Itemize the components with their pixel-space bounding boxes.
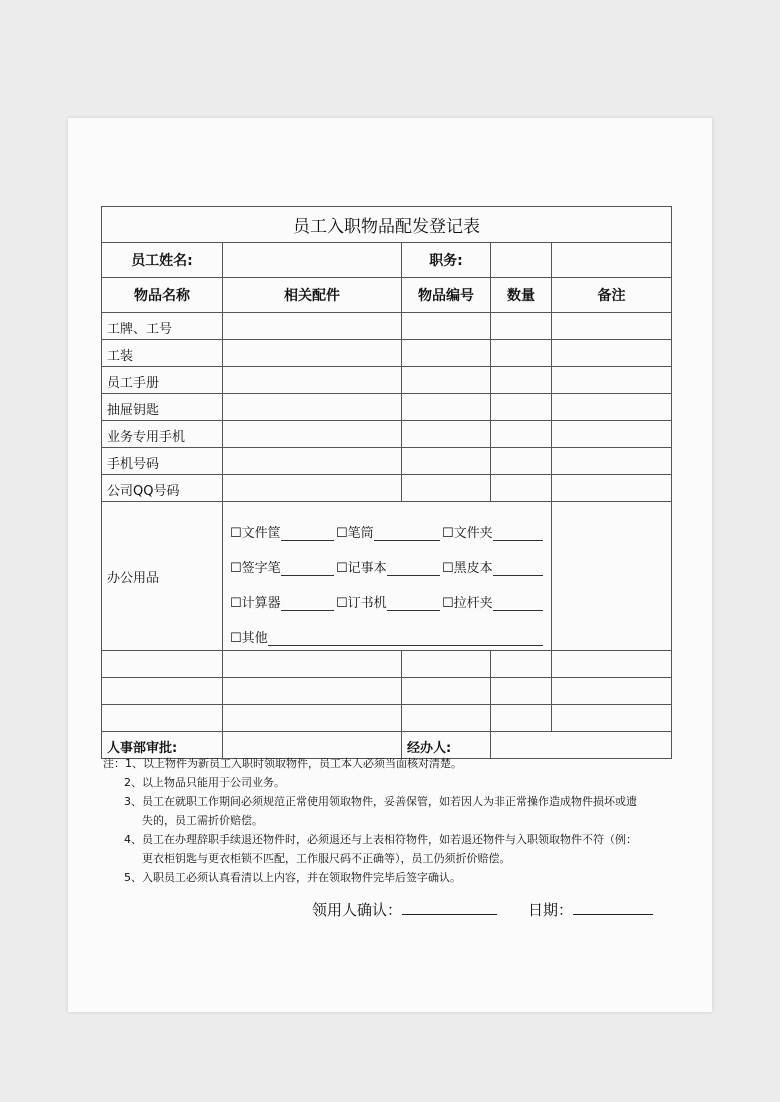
item-cell[interactable] <box>223 475 402 502</box>
fill-line[interactable] <box>493 596 543 611</box>
blank-cell[interactable] <box>223 678 402 705</box>
fill-line[interactable] <box>374 526 440 541</box>
item-cell[interactable] <box>491 448 552 475</box>
checkbox-icon[interactable]: ☐ <box>336 526 348 541</box>
item-cell[interactable] <box>552 475 672 502</box>
fill-line[interactable] <box>281 596 334 611</box>
date-line[interactable] <box>573 897 653 915</box>
blank-cell[interactable] <box>223 651 402 678</box>
hr-approval-label: 人事部审批: <box>102 732 223 759</box>
header-item-name: 物品名称 <box>102 278 223 313</box>
item-cell[interactable] <box>552 421 672 448</box>
office-option[interactable] <box>442 592 545 611</box>
date-signature <box>528 897 653 920</box>
checkbox-icon[interactable]: ☐ <box>230 631 242 646</box>
item-cell[interactable] <box>402 394 491 421</box>
receiver-label: 领用人确认： <box>312 901 403 919</box>
form-title: 员工入职物品配发登记表 <box>102 207 672 243</box>
header-remarks: 备注 <box>552 278 672 313</box>
position-field[interactable] <box>491 243 552 278</box>
item-cell[interactable] <box>491 313 552 340</box>
office-option[interactable] <box>442 522 545 541</box>
item-cell[interactable] <box>552 340 672 367</box>
item-cell[interactable] <box>491 475 552 502</box>
header-item-number: 物品编号 <box>402 278 491 313</box>
item-row <box>102 313 672 340</box>
office-option[interactable] <box>442 557 545 576</box>
blank-cell[interactable] <box>102 678 223 705</box>
item-cell[interactable] <box>552 367 672 394</box>
options-row <box>230 506 545 541</box>
blank-cell[interactable] <box>552 651 672 678</box>
item-cell[interactable] <box>552 313 672 340</box>
item-cell[interactable] <box>223 421 402 448</box>
note-2: 2、以上物品只能用于公司业务。 <box>124 776 285 789</box>
fill-line[interactable] <box>493 526 543 541</box>
item-cell[interactable] <box>402 367 491 394</box>
fill-line[interactable] <box>281 526 334 541</box>
options-row <box>230 541 545 576</box>
fill-line[interactable] <box>281 561 334 576</box>
fill-line[interactable] <box>387 561 440 576</box>
blank-cell[interactable] <box>102 651 223 678</box>
item-cell[interactable] <box>402 421 491 448</box>
note-3: 3、员工在就职工作期间必须规范正常使用领取物件，妥善保管，如若因人为非正常操作造成物件损坏或遗 <box>124 795 637 808</box>
office-supplies-label: 办公用品 <box>102 502 223 651</box>
header-accessories: 相关配件 <box>223 278 402 313</box>
item-cell[interactable] <box>552 448 672 475</box>
option-label: 订书机 <box>347 596 387 611</box>
option-label: 文件筐 <box>241 526 281 541</box>
checkbox-icon[interactable]: ☐ <box>230 596 242 611</box>
item-cell[interactable] <box>552 394 672 421</box>
item-cell[interactable] <box>491 394 552 421</box>
fill-line[interactable] <box>268 631 543 646</box>
option-label: 文件夹 <box>453 526 493 541</box>
item-cell[interactable] <box>223 394 402 421</box>
checkbox-icon[interactable]: ☐ <box>230 526 242 541</box>
item-cell[interactable] <box>223 448 402 475</box>
note-3-cont: 失的，员工需折价赔偿。 <box>142 814 263 827</box>
blank-cell[interactable] <box>491 705 552 732</box>
blank-cell[interactable] <box>223 705 402 732</box>
blank-cell[interactable] <box>552 705 672 732</box>
employee-name-field[interactable] <box>223 243 402 278</box>
item-row <box>102 367 672 394</box>
blank-cell[interactable] <box>402 705 491 732</box>
blank-cell[interactable] <box>491 678 552 705</box>
option-label: 拉杆夹 <box>453 596 493 611</box>
checkbox-icon[interactable]: ☐ <box>442 526 454 541</box>
receiver-signature <box>312 897 497 920</box>
registration-table <box>101 206 672 759</box>
item-row <box>102 394 672 421</box>
office-option[interactable] <box>230 557 336 576</box>
option-label: 黑皮本 <box>453 561 493 576</box>
item-cell[interactable] <box>223 313 402 340</box>
office-option[interactable] <box>230 522 336 541</box>
item-cell[interactable] <box>491 421 552 448</box>
item-name: 手机号码 <box>102 448 223 475</box>
office-supplies-remarks[interactable] <box>552 502 672 651</box>
item-row <box>102 421 672 448</box>
option-label: 记事本 <box>347 561 387 576</box>
receiver-line[interactable] <box>402 897 497 915</box>
item-cell[interactable] <box>491 340 552 367</box>
blank-cell[interactable] <box>402 651 491 678</box>
blank-cell[interactable] <box>491 651 552 678</box>
note-1: 注：1、以上物件为新员工入职时领取物件，员工本人必须当面核对清楚。 <box>103 757 462 770</box>
checkbox-icon[interactable]: ☐ <box>336 561 348 576</box>
office-option[interactable] <box>336 557 442 576</box>
item-row <box>102 448 672 475</box>
options-row <box>230 611 545 646</box>
option-label: 签字笔 <box>241 561 281 576</box>
item-row <box>102 340 672 367</box>
notes <box>103 754 703 887</box>
position-extra-field[interactable] <box>552 243 672 278</box>
office-option[interactable] <box>336 592 442 611</box>
header-quantity: 数量 <box>491 278 552 313</box>
item-cell[interactable] <box>402 475 491 502</box>
blank-cell[interactable] <box>552 678 672 705</box>
option-label: 其他 <box>241 631 268 646</box>
checkbox-icon[interactable]: ☐ <box>230 561 242 576</box>
office-option[interactable] <box>230 592 336 611</box>
office-option-other[interactable] <box>230 627 545 646</box>
option-label: 笔筒 <box>347 526 374 541</box>
office-supplies-options <box>223 502 552 651</box>
item-name: 业务专用手机 <box>102 421 223 448</box>
option-label: 计算器 <box>241 596 281 611</box>
note-4-cont: 更衣柜钥匙与更衣柜锁不匹配，工作服尺码不正确等），员工仍须折价赔偿。 <box>142 852 511 865</box>
note-4: 4、员工在办理辞职手续退还物件时，必须退还与上表相符物件，如若退还物件与入职领取物件不符（例： <box>124 833 637 846</box>
item-row <box>102 475 672 502</box>
item-name: 工装 <box>102 340 223 367</box>
handler-label: 经办人: <box>402 732 491 759</box>
item-name: 工牌、工号 <box>102 313 223 340</box>
item-cell[interactable] <box>402 340 491 367</box>
fill-line[interactable] <box>493 561 543 576</box>
blank-cell[interactable] <box>402 678 491 705</box>
blank-cell[interactable] <box>102 705 223 732</box>
checkbox-icon[interactable]: ☐ <box>336 596 348 611</box>
item-cell[interactable] <box>223 340 402 367</box>
item-cell[interactable] <box>223 367 402 394</box>
item-name: 员工手册 <box>102 367 223 394</box>
options-row <box>230 576 545 611</box>
checkbox-icon[interactable]: ☐ <box>442 596 454 611</box>
item-cell[interactable] <box>402 313 491 340</box>
item-name: 抽屉钥匙 <box>102 394 223 421</box>
item-name: 公司QQ号码 <box>102 475 223 502</box>
checkbox-icon[interactable]: ☐ <box>442 561 454 576</box>
employee-name-label: 员工姓名: <box>102 243 223 278</box>
position-label: 职务: <box>402 243 491 278</box>
date-label: 日期： <box>528 901 574 919</box>
item-cell[interactable] <box>402 448 491 475</box>
office-option[interactable] <box>336 522 442 541</box>
item-cell[interactable] <box>491 367 552 394</box>
note-5: 5、入职员工必须认真看清以上内容，并在领取物件完毕后签字确认。 <box>124 871 461 884</box>
fill-line[interactable] <box>387 596 440 611</box>
